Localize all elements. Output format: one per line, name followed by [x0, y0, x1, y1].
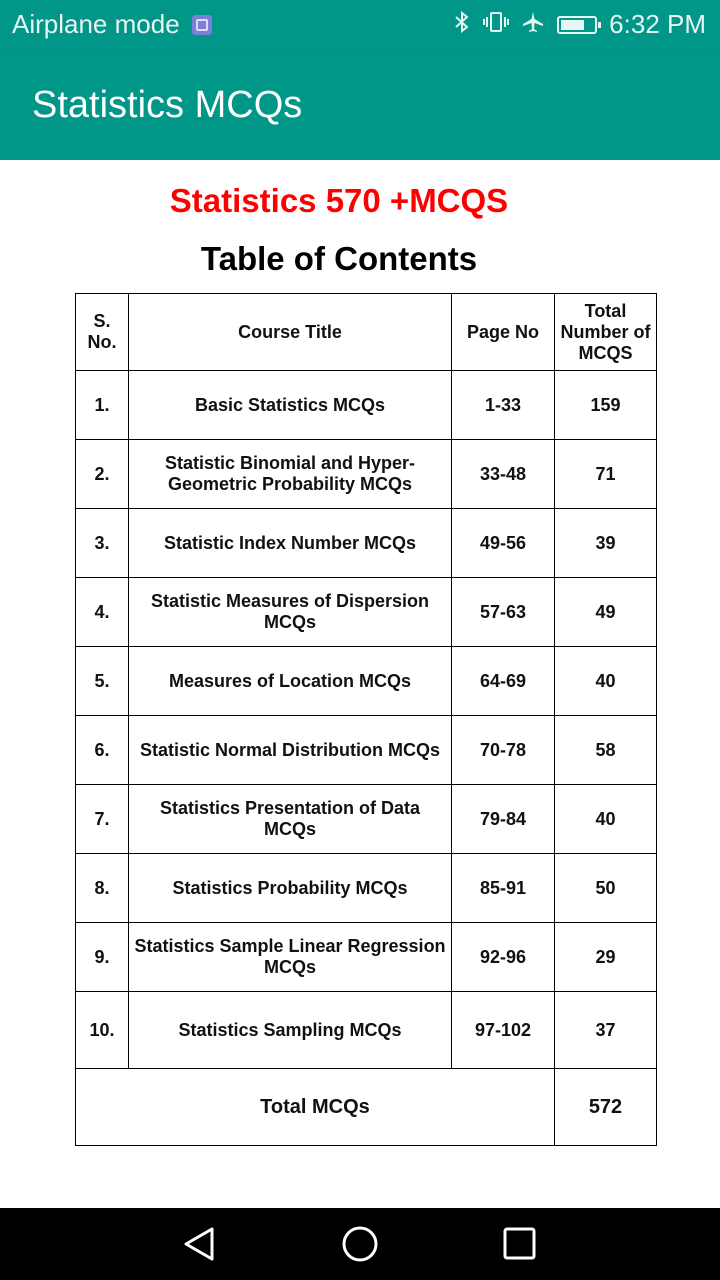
status-bar: [0, 0, 720, 50]
row-title: Statistic Index Number MCQs: [129, 509, 452, 578]
table-row: [76, 647, 657, 716]
row-sno: 7.: [76, 785, 129, 854]
row-title: Statistics Sample Linear Regression MCQs: [129, 923, 452, 992]
row-sno: 3.: [76, 509, 129, 578]
row-page: 85-91: [452, 854, 555, 923]
row-title: Statistic Measures of Dispersion MCQs: [129, 578, 452, 647]
document-subtitle: Table of Contents: [200, 240, 478, 277]
row-page: 57-63: [452, 578, 555, 647]
row-page: 33-48: [452, 440, 555, 509]
back-icon[interactable]: [180, 1226, 220, 1267]
row-page: 70-78: [452, 716, 555, 785]
row-sno: 1.: [76, 371, 129, 440]
row-count: 49: [555, 578, 657, 647]
header-course-title: Course Title: [129, 294, 452, 371]
app-bar: [0, 50, 720, 160]
total-value: 572: [555, 1069, 657, 1146]
clock: 6:32 PM: [609, 9, 706, 39]
battery-level: [561, 20, 583, 30]
table-row: [76, 509, 657, 578]
row-page: 64-69: [452, 647, 555, 716]
row-page: 1-33: [452, 371, 555, 440]
table-total-row: [76, 1069, 657, 1146]
row-title: Statistics Sampling MCQs: [129, 992, 452, 1069]
row-count: 29: [555, 923, 657, 992]
row-count: 159: [555, 371, 657, 440]
table-row: [76, 371, 657, 440]
row-sno: 4.: [76, 578, 129, 647]
table-row: [76, 854, 657, 923]
row-sno: 6.: [76, 716, 129, 785]
vibrate-icon: [483, 10, 509, 39]
row-title: Statistic Normal Distribution MCQs: [129, 716, 452, 785]
table-row: [76, 992, 657, 1069]
header-sno: S. No.: [76, 294, 129, 371]
row-count: 37: [555, 992, 657, 1069]
table-row: [76, 785, 657, 854]
row-sno: 8.: [76, 854, 129, 923]
row-page: 92-96: [452, 923, 555, 992]
status-left: [12, 9, 212, 40]
contents-table: [75, 293, 657, 1146]
bluetooth-icon: [453, 10, 471, 39]
row-title: Statistics Presentation of Data MCQs: [129, 785, 452, 854]
table-row: [76, 578, 657, 647]
row-sno: 5.: [76, 647, 129, 716]
recents-icon[interactable]: [502, 1226, 538, 1267]
navigation-bar: [0, 1208, 720, 1280]
table-row: [76, 440, 657, 509]
header-total-mcqs: Total Number of MCQS: [555, 294, 657, 371]
table-row: [76, 923, 657, 992]
row-count: 71: [555, 440, 657, 509]
row-page: 49-56: [452, 509, 555, 578]
row-title: Statistics Probability MCQs: [129, 854, 452, 923]
row-count: 58: [555, 716, 657, 785]
app-title: Statistics MCQs: [32, 84, 303, 126]
row-count: 40: [555, 785, 657, 854]
row-page: 97-102: [452, 992, 555, 1069]
row-sno: 9.: [76, 923, 129, 992]
airplane-icon: [521, 10, 545, 39]
battery-icon: [557, 16, 597, 34]
table-row: [76, 716, 657, 785]
row-page: 79-84: [452, 785, 555, 854]
row-sno: 10.: [76, 992, 129, 1069]
airplane-mode-label: Airplane mode: [12, 9, 180, 39]
document-view[interactable]: [0, 160, 720, 1208]
row-count: 40: [555, 647, 657, 716]
status-right: [453, 9, 706, 40]
row-count: 50: [555, 854, 657, 923]
header-page-no: Page No: [452, 294, 555, 371]
row-title: Basic Statistics MCQs: [129, 371, 452, 440]
document-title: Statistics 570 +MCQS: [169, 182, 509, 219]
table-header-row: [76, 294, 657, 371]
gallery-icon: [192, 15, 212, 35]
home-icon[interactable]: [341, 1226, 379, 1269]
row-count: 39: [555, 509, 657, 578]
row-title: Statistic Binomial and Hyper-Geometric Probability MCQs: [129, 440, 452, 509]
row-title: Measures of Location MCQs: [129, 647, 452, 716]
total-label: Total MCQs: [76, 1069, 555, 1146]
row-sno: 2.: [76, 440, 129, 509]
